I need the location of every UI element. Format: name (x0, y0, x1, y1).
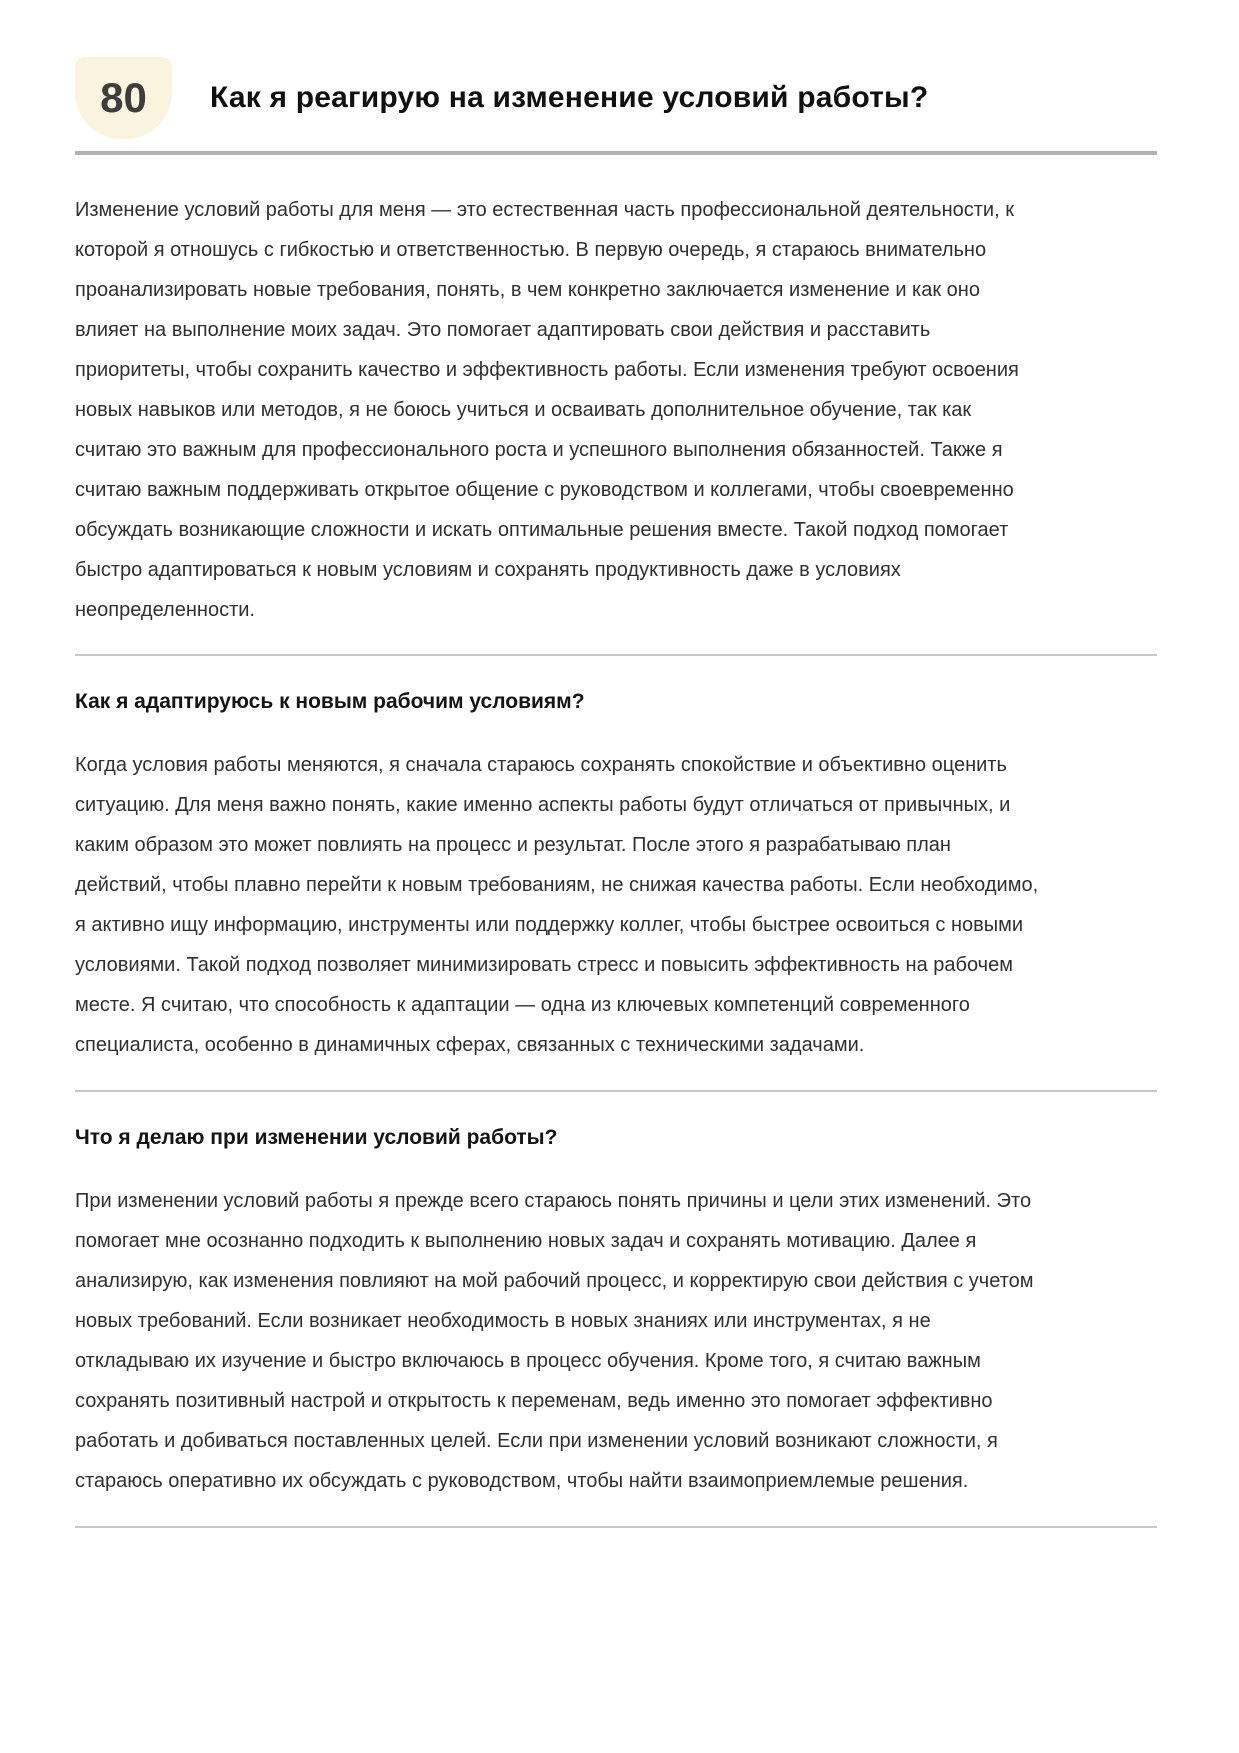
section-intro (75, 190, 1157, 630)
bottom-divider (75, 1526, 1157, 1528)
section-heading-adaptation: Как я адаптируюсь к новым рабочим условиям? (75, 690, 585, 713)
intro-paragraph: Изменение условий работы для меня — это естественная часть профессиональной деятельности, к которой я отношусь с гибкостью и ответственностью. В первую очередь, я стараюсь внимательно проанализировать новые требования, понять, в чем конкретно заключается изменение и как оно влияет на выполнение моих задач. Это помогает адаптировать свои действия и расставить приоритеты, чтобы сохранить качество и эффективность работы. Если изменения требуют освоения новых навыков или методов, я не боюсь учиться и осваивать дополнительное обучение, так как считаю это важным для профессионального роста и успешного выполнения обязанностей. Также я считаю важным поддерживать открытое общение с руководством и коллегами, чтобы своевременно обсуждать возникающие сложности и искать оптимальные решения вместе. Такой подход помогает быстро адаптироваться к новым условиям и сохранять продуктивность даже в условиях неопределенности. (75, 199, 1019, 621)
section-divider-2 (75, 1090, 1157, 1092)
actions-paragraph: При изменении условий работы я прежде всего стараюсь понять причины и цели этих изменений. Это помогает мне осознанно подходить к выполнению новых задач и сохранять мотивацию. Далее я анализирую, как изменения повлияют на мой рабочий процесс, и корректирую свои действия с учетом новых требований. Если возникает необходимость в новых знаниях или инструментах, я не откладываю их изучение и быстро включаюсь в процесс обучения. Кроме того, я считаю важным сохранять позитивный настрой и открытость к переменам, ведь именно это помогает эффективно работать и добиваться поставленных целей. Если при изменении условий возникают сложности, я стараюсь оперативно их обсуждать с руководством, чтобы найти взаимоприемлемые решения. (75, 1190, 1034, 1492)
header (75, 57, 1157, 139)
title-divider (75, 151, 1157, 155)
section-adaptation (75, 690, 1157, 1065)
adaptation-paragraph: Когда условия работы меняются, я сначала стараюсь сохранять спокойствие и объективно оценить ситуацию. Для меня важно понять, какие именно аспекты работы будут отличаться от привычных, и каким образом это может повлиять на процесс и результат. После этого я разрабатываю план действий, чтобы плавно перейти к новым требованиям, не снижая качества работы. Если необходимо, я активно ищу информацию, инструменты или поддержку коллег, чтобы быстрее освоиться с новыми условиями. Такой подход позволяет минимизировать стресс и повысить эффективность на рабочем месте. Я считаю, что способность к адаптации — одна из ключевых компетенций современного специалиста, особенно в динамичных сферах, связанных с техническими задачами. (75, 754, 1039, 1056)
section-heading-actions: Что я делаю при изменении условий работы? (75, 1126, 558, 1149)
question-number-badge (75, 57, 172, 139)
question-number: 80 (100, 74, 147, 121)
section-actions (75, 1126, 1157, 1501)
page-title: Как я реагирую на изменение условий работы? (210, 81, 929, 114)
section-divider-1 (75, 654, 1157, 656)
